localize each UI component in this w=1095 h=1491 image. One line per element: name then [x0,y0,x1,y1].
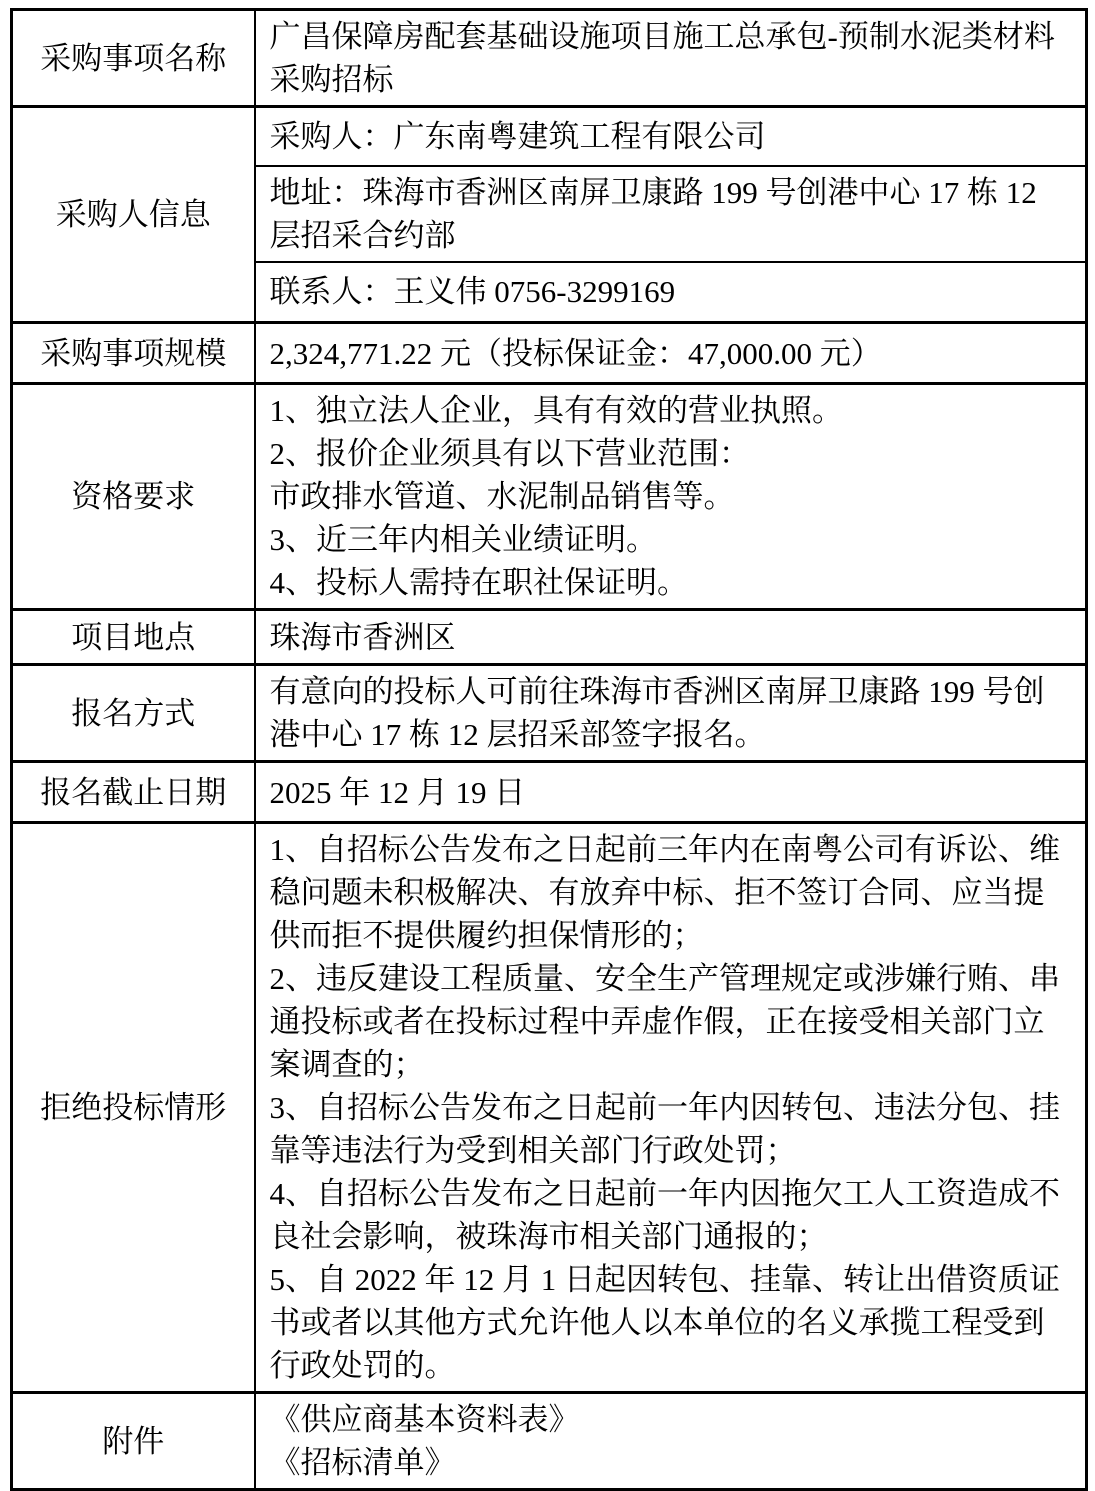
content-line: 2、报价企业须具有以下营业范围： [269,436,750,471]
content-line: 1、自招标公告发布之日起前三年内在南粤公司有诉讼、维稳问题未积极解决、有放弃中标、拒不签订合同、应当提供而拒不提供履约担保情形的； [269,832,1060,953]
table-row [12,10,1087,107]
procurement-info-table [10,8,1088,1491]
table-row [12,762,1087,823]
cell-procurement-item-name: 广昌保障房配套基础设施项目施工总承包-预制水泥类材料采购招标 [255,10,1087,107]
content-line: 《供应商基本资料表》 [269,1402,580,1437]
table-row [12,610,1087,665]
row-label-registration-method: 报名方式 [12,665,255,762]
cell-attachments [255,1393,1087,1490]
content-line: 3、近三年内相关业绩证明。 [269,522,657,557]
cell-bid-rejection-situations [255,823,1087,1393]
table-row [12,323,1087,384]
cell-project-location: 珠海市香洲区 [255,610,1087,665]
cell-procurement-scale: 2,324,771.22 元（投标保证金：47,000.00 元） [255,323,1087,384]
content-line: 4、投标人需持在职社保证明。 [269,565,688,600]
cell-purchaser-name: 采购人：广东南粤建筑工程有限公司 [255,107,1087,166]
content-line: 市政排水管道、水泥制品销售等。 [269,479,735,514]
content-line: 3、自招标公告发布之日起前一年内因转包、违法分包、挂靠等违法行为受到相关部门行政处罚； [269,1090,1060,1168]
content-line: 4、自招标公告发布之日起前一年内因拖欠工人工资造成不良社会影响，被珠海市相关部门通报的； [269,1176,1060,1254]
table-row [12,665,1087,762]
content-line: 2、违反建设工程质量、安全生产管理规定或涉嫌行贿、串通投标或者在投标过程中弄虚作假，正在接受相关部门立案调查的； [269,961,1060,1082]
row-label-attachments: 附件 [12,1393,255,1490]
row-label-procurement-scale: 采购事项规模 [12,323,255,384]
table-row [12,1393,1087,1490]
content-line: 《招标清单》 [269,1445,456,1480]
table-row [12,823,1087,1393]
content-line: 5、自 2022 年 12 月 1 日起因转包、挂靠、转让出借资质证书或者以其他方式允许他人以本单位的名义承揽工程受到行政处罚的。 [269,1262,1060,1383]
table-row [12,384,1087,610]
cell-qualification-requirements [255,384,1087,610]
table-row [12,107,1087,166]
row-label-purchaser-info: 采购人信息 [12,107,255,323]
cell-registration-method: 有意向的投标人可前往珠海市香洲区南屏卫康路 199 号创港中心 17 栋 12 层招采部签字报名。 [255,665,1087,762]
row-label-qualification-requirements: 资格要求 [12,384,255,610]
content-line: 1、独立法人企业，具有有效的营业执照。 [269,393,843,428]
cell-registration-deadline: 2025 年 12 月 19 日 [255,762,1087,823]
row-label-registration-deadline: 报名截止日期 [12,762,255,823]
row-label-procurement-item-name: 采购事项名称 [12,10,255,107]
row-label-bid-rejection-situations: 拒绝投标情形 [12,823,255,1393]
cell-purchaser-address: 地址：珠海市香洲区南屏卫康路 199 号创港中心 17 栋 12 层招采合约部 [255,166,1087,262]
cell-purchaser-contact: 联系人：王义伟 0756-3299169 [255,262,1087,323]
row-label-project-location: 项目地点 [12,610,255,665]
